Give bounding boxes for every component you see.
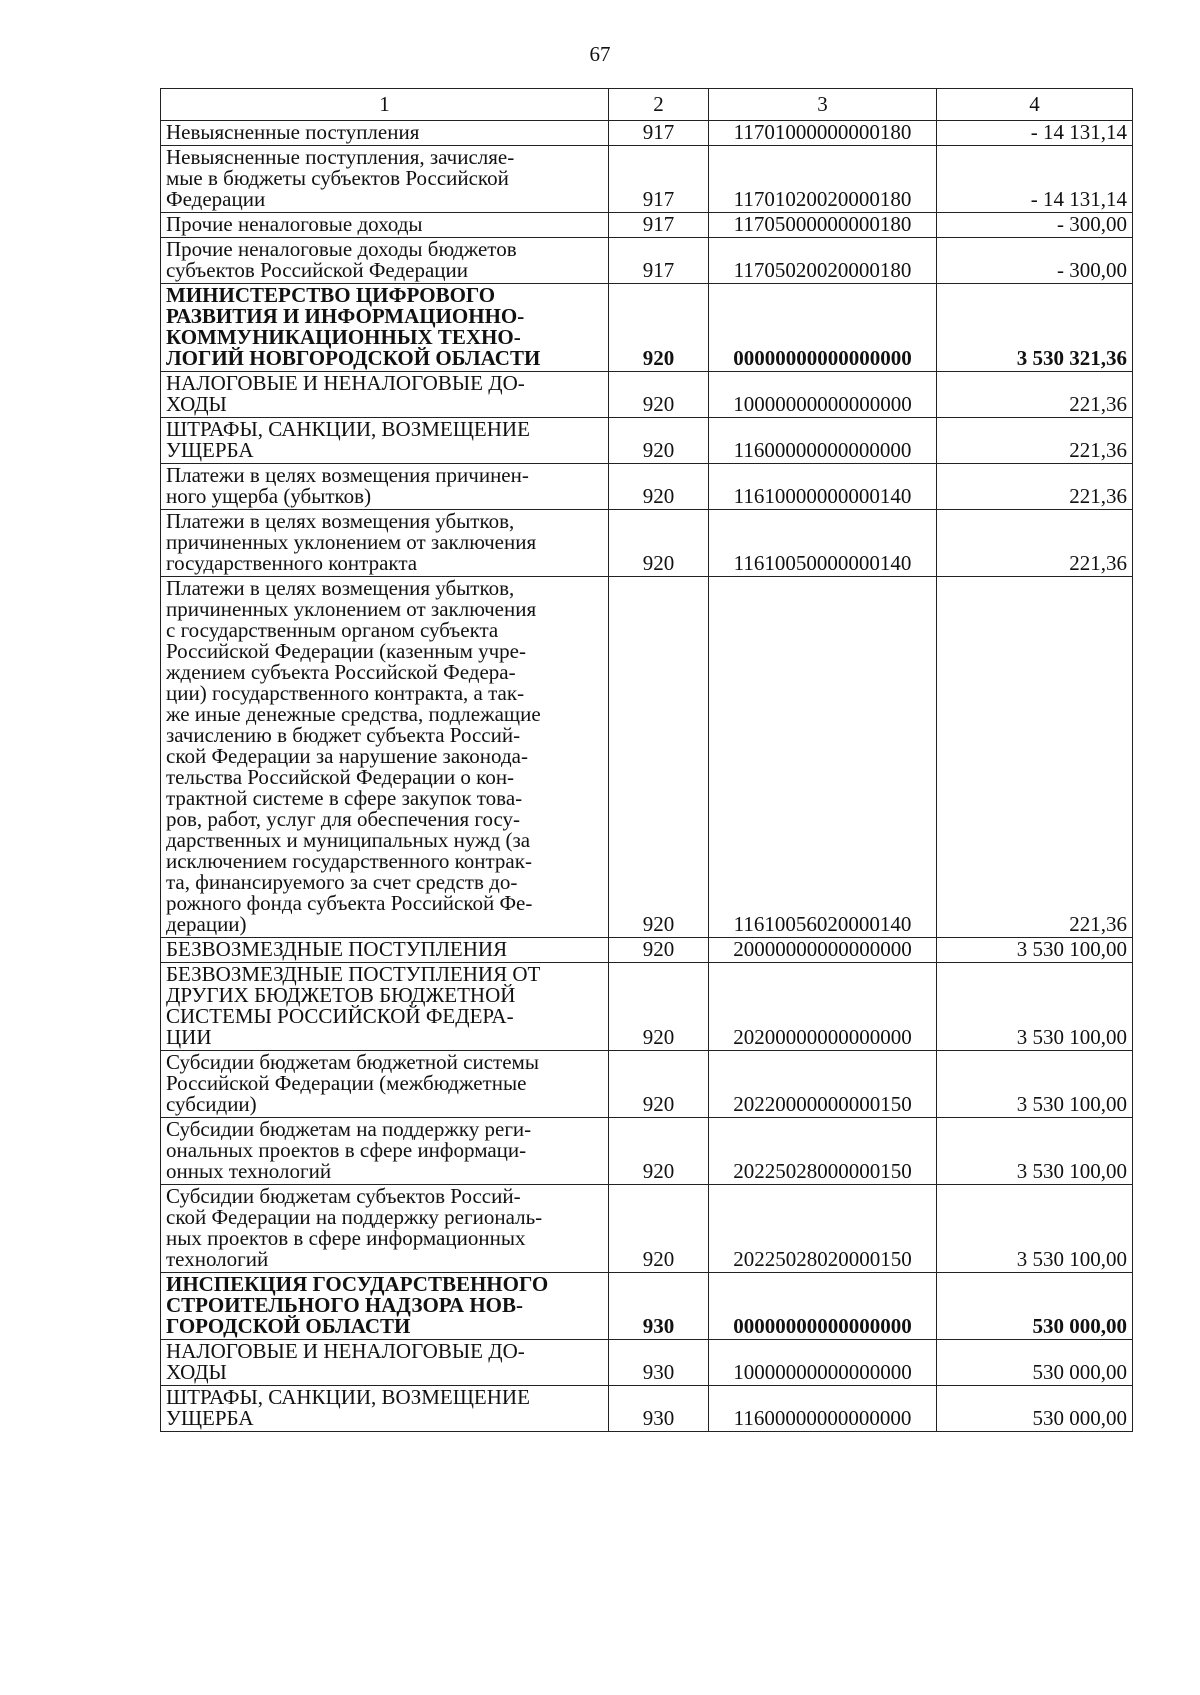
table-row <box>161 1118 1133 1185</box>
row-name-cell: БЕЗВОЗМЕЗДНЫЕ ПОСТУПЛЕНИЯ <box>161 938 609 963</box>
budget-table <box>160 88 1133 1432</box>
row-kbk-cell: 20200000000000000 <box>709 963 937 1051</box>
row-name-cell: ИНСПЕКЦИЯ ГОСУДАРСТВЕННОГО СТРОИТЕЛЬНОГО НАДЗОРА НОВ- ГОРОДСКОЙ ОБЛАСТИ <box>161 1273 609 1340</box>
row-kbk-cell: 11705000000000180 <box>709 213 937 238</box>
row-name-cell: Платежи в целях возмещения причинен- ного ущерба (убытков) <box>161 464 609 510</box>
row-code-cell: 930 <box>609 1386 709 1432</box>
row-sum-cell: 530 000,00 <box>937 1386 1133 1432</box>
row-code-cell: 920 <box>609 963 709 1051</box>
row-kbk-cell: 11705020020000180 <box>709 238 937 284</box>
row-name-cell: БЕЗВОЗМЕЗДНЫЕ ПОСТУПЛЕНИЯ ОТ ДРУГИХ БЮДЖЕТОВ БЮДЖЕТНОЙ СИСТЕМЫ РОССИЙСКОЙ ФЕДЕРА- ЦИИ <box>161 963 609 1051</box>
row-code-cell: 920 <box>609 1051 709 1118</box>
row-code-cell: 917 <box>609 238 709 284</box>
row-sum-cell: 221,36 <box>937 464 1133 510</box>
row-kbk-cell: 11600000000000000 <box>709 418 937 464</box>
row-kbk-cell: 11610056020000140 <box>709 577 937 938</box>
row-sum-cell: 221,36 <box>937 418 1133 464</box>
table-row <box>161 1340 1133 1386</box>
table-row <box>161 121 1133 146</box>
row-name-cell: Прочие неналоговые доходы <box>161 213 609 238</box>
row-kbk-cell: 11610050000000140 <box>709 510 937 577</box>
row-kbk-cell: 11701000000000180 <box>709 121 937 146</box>
row-code-cell: 917 <box>609 121 709 146</box>
row-kbk-cell: 20220000000000150 <box>709 1051 937 1118</box>
row-name-cell: Субсидии бюджетам субъектов Россий- ской Федерации на поддержку региональ- ных проектов в сфере информационных технологий <box>161 1185 609 1273</box>
table-row <box>161 146 1133 213</box>
row-kbk-cell: 11610000000000140 <box>709 464 937 510</box>
row-code-cell: 920 <box>609 1118 709 1185</box>
table-row <box>161 577 1133 938</box>
table-row <box>161 1185 1133 1273</box>
row-sum-cell: - 300,00 <box>937 213 1133 238</box>
row-name-cell: МИНИСТЕРСТВО ЦИФРОВОГО РАЗВИТИЯ И ИНФОРМАЦИОННО- КОММУНИКАЦИОННЫХ ТЕХНО- ЛОГИЙ НОВГОРОДСКОЙ ОБЛАСТИ <box>161 284 609 372</box>
table-row <box>161 238 1133 284</box>
row-sum-cell: 221,36 <box>937 577 1133 938</box>
row-kbk-cell: 10000000000000000 <box>709 1340 937 1386</box>
row-kbk-cell: 00000000000000000 <box>709 1273 937 1340</box>
row-code-cell: 920 <box>609 464 709 510</box>
row-name-cell: ШТРАФЫ, САНКЦИИ, ВОЗМЕЩЕНИЕ УЩЕРБА <box>161 1386 609 1432</box>
row-kbk-cell: 20225028000000150 <box>709 1118 937 1185</box>
row-name-cell: Субсидии бюджетам на поддержку реги- ональных проектов в сфере информаци- онных технологий <box>161 1118 609 1185</box>
row-name-cell: Платежи в целях возмещения убытков, причиненных уклонением от заключения с государственным органом субъекта Российской Федерации (казенным учре- ждением субъекта Российской Федера- ции) государственного контракта, а так- же иные денежные средства, подлежащие зачислению в бюджет субъекта Россий- ской Федерации за нарушение законода- тельства Российской Федерации о кон- трактной системе в сфере закупок това- ров, работ, услуг для обеспечения госу- дарственных и муниципальных нужд (за исключением государственного контрак- та, финансируемого за счет средств до- рожного фонда субъекта Российской Фе- дерации) <box>161 577 609 938</box>
row-code-cell: 917 <box>609 213 709 238</box>
row-name-cell: Невыясненные поступления <box>161 121 609 146</box>
row-kbk-cell: 20225028020000150 <box>709 1185 937 1273</box>
row-sum-cell: 3 530 100,00 <box>937 1051 1133 1118</box>
table-row <box>161 1273 1133 1340</box>
row-kbk-cell: 10000000000000000 <box>709 372 937 418</box>
page-number: 67 <box>589 42 611 66</box>
row-code-cell: 920 <box>609 510 709 577</box>
row-sum-cell: - 300,00 <box>937 238 1133 284</box>
row-kbk-cell: 11701020020000180 <box>709 146 937 213</box>
table-row <box>161 464 1133 510</box>
row-sum-cell: 530 000,00 <box>937 1273 1133 1340</box>
table-row <box>161 372 1133 418</box>
table-row <box>161 1051 1133 1118</box>
table-row <box>161 418 1133 464</box>
row-code-cell: 920 <box>609 1185 709 1273</box>
row-code-cell: 920 <box>609 418 709 464</box>
table-row <box>161 213 1133 238</box>
row-code-cell: 920 <box>609 577 709 938</box>
row-code-cell: 930 <box>609 1340 709 1386</box>
header-col-4: 4 <box>937 89 1133 121</box>
row-name-cell: Прочие неналоговые доходы бюджетов субъектов Российской Федерации <box>161 238 609 284</box>
row-code-cell: 920 <box>609 372 709 418</box>
row-name-cell: Субсидии бюджетам бюджетной системы Российской Федерации (межбюджетные субсидии) <box>161 1051 609 1118</box>
header-col-1: 1 <box>161 89 609 121</box>
row-sum-cell: 221,36 <box>937 510 1133 577</box>
row-name-cell: ШТРАФЫ, САНКЦИИ, ВОЗМЕЩЕНИЕ УЩЕРБА <box>161 418 609 464</box>
table-row <box>161 938 1133 963</box>
table-row <box>161 963 1133 1051</box>
row-code-cell: 920 <box>609 284 709 372</box>
row-code-cell: 920 <box>609 938 709 963</box>
row-code-cell: 930 <box>609 1273 709 1340</box>
row-name-cell: Невыясненные поступления, зачисляе- мые в бюджеты субъектов Российской Федерации <box>161 146 609 213</box>
row-sum-cell: 3 530 100,00 <box>937 1185 1133 1273</box>
row-name-cell: Платежи в целях возмещения убытков, причиненных уклонением от заключения государственного контракта <box>161 510 609 577</box>
table-row <box>161 1386 1133 1432</box>
table-body <box>161 121 1133 1432</box>
row-sum-cell: 530 000,00 <box>937 1340 1133 1386</box>
header-col-3: 3 <box>709 89 937 121</box>
row-sum-cell: 3 530 100,00 <box>937 963 1133 1051</box>
row-name-cell: НАЛОГОВЫЕ И НЕНАЛОГОВЫЕ ДО- ХОДЫ <box>161 1340 609 1386</box>
row-sum-cell: 3 530 100,00 <box>937 938 1133 963</box>
header-row <box>161 89 1133 121</box>
row-sum-cell: - 14 131,14 <box>937 146 1133 213</box>
row-name-cell: НАЛОГОВЫЕ И НЕНАЛОГОВЫЕ ДО- ХОДЫ <box>161 372 609 418</box>
row-sum-cell: 221,36 <box>937 372 1133 418</box>
row-sum-cell: - 14 131,14 <box>937 121 1133 146</box>
row-kbk-cell: 20000000000000000 <box>709 938 937 963</box>
table-row <box>161 510 1133 577</box>
row-kbk-cell: 00000000000000000 <box>709 284 937 372</box>
row-code-cell: 917 <box>609 146 709 213</box>
row-kbk-cell: 11600000000000000 <box>709 1386 937 1432</box>
header-col-2: 2 <box>609 89 709 121</box>
table-row <box>161 284 1133 372</box>
row-sum-cell: 3 530 100,00 <box>937 1118 1133 1185</box>
row-sum-cell: 3 530 321,36 <box>937 284 1133 372</box>
